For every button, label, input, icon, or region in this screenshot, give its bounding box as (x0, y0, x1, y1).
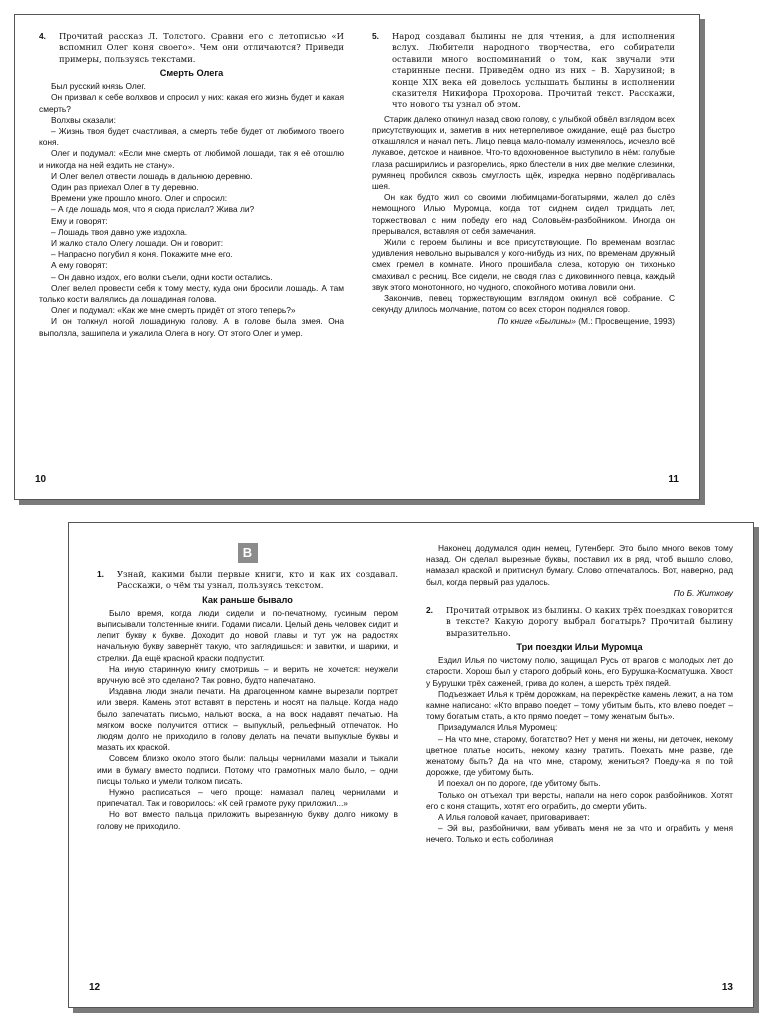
paragraph: Было время, когда люди сидели и по-печатному, гусиным пером выписывали толстенные книги. Годами писали. Целый день человек сидит и лепит букву к букве. Доходит до новой главы и тут уж на радостях начальную букву завернёт такую, что заглядишься: и завитки, и шарики, и стрелки. Да ещё красной краски подпустит. (97, 607, 398, 663)
paragraph: – На что мне, старому, богатство? Нет у меня ни жены, ни деточек, некому цветное платье носить, некому казну тратить. Поехать мне разве, где женатому быть? Да на что мне, старому, жениться? Поеду-ка я по той дорожке, где убитому быть. (426, 733, 733, 778)
paragraph: И Олег велел отвести лошадь в дальнюю деревню. (51, 170, 253, 181)
story-body (426, 655, 733, 845)
paragraph: – Напрасно погубил я коня. Покажите мне его. (51, 249, 233, 260)
paragraph: – Жизнь твоя будет счастливая, а смерть тебе будет от любимого твоего коня. (39, 126, 344, 148)
story-body (39, 81, 344, 339)
story-title: Три поездки Ильи Муромца (516, 642, 643, 653)
text-body (372, 114, 675, 316)
page-11 (358, 15, 701, 499)
source-book: По книге «Былины» (497, 315, 576, 326)
page-number: 13 (721, 982, 733, 993)
paragraph: – Лошадь твоя давно уже издохла. (51, 226, 188, 237)
intro-body (426, 543, 733, 588)
paragraph: Ездил Илья по чистому полю, защищал Русь от врагов с молодых лет до старости. Хорош был у старого добрый конь, его Бурушка-Косматушка. Хвост у Бурушки трёх саженей, грива до колен, а шерсть трёх пядей. (426, 655, 733, 688)
page-12 (69, 523, 412, 1007)
paragraph: А Илья головой качает, приговаривает: (438, 812, 590, 823)
paragraph: Наконец додумался один немец, Гутенберг. Это было много веков тому назад. Он сделал вырезные буквы, поставил их в ряд, чтоб вышло слово, намазал краской и притиснул бумагу. Слово отпечаталось. Вот, наверно, рад был, когда первый раз удалось. (426, 543, 733, 587)
paragraph: И жалко стало Олегу лошади. Он и говорит: (51, 238, 224, 249)
task-number: 5. (372, 31, 379, 41)
page-number: 12 (89, 982, 101, 993)
paragraph: Он как будто жил со своими любимцами-богатырями, жалел до слёз немощного Илью Муромца, когда тот сиднем сидел тридцать лет, торжествовал с ним победу его над Соловьём-разбойником. Иногда он прерывался, вставляя от себя замечания. (372, 192, 675, 236)
task-text: Прочитай рассказ Л. Толстого. Сравни его с летописью «И вспомнил Олег коня своего». Чем они отличаются? Приведи примеры, пользуясь текстами. (59, 31, 344, 64)
paragraph: Подъезжает Илья к трём дорожкам, на перекрёстке камень лежит, а на том камне написано: «Кто вправо поедет – тому убитым быть, кто влево поедет – тому богатым стать, а кто прямо поедет – тому женатым быть». (426, 688, 733, 722)
page-10 (15, 15, 358, 499)
paragraph: И поехал он по дороге, где убитому быть. (438, 778, 601, 789)
page-number: 10 (35, 474, 47, 485)
task-text: Прочитай отрывок из былины. О каких трёх поездках говорится в тексте? Какую дорогу выбрал богатырь? Прочитай былину выразительно. (446, 605, 733, 638)
paragraph: Закончив, певец торжествующим взглядом окинул всё собрание. С секунду длилось молчание, потом со всех сторон поднялся говор. (372, 293, 675, 315)
task-text: Узнай, какими были первые книги, кто и как их создавал. Расскажи, о чём ты узнал, пользуясь текстом. (117, 569, 398, 591)
source-citation (372, 316, 675, 327)
paragraph: Один раз приехал Олег в ту деревню. (51, 182, 199, 193)
source-publisher: (М.: Просвещение, 1993) (575, 315, 675, 326)
paragraph: Олег и подумал: «Как же мне смерть придёт от этого теперь?» (51, 305, 296, 316)
story-title: Смерть Олега (159, 68, 224, 79)
task-5 (372, 31, 675, 111)
paragraph: – Он давно издох, его волки съели, одни кости остались. (51, 271, 273, 282)
page-spread-top (14, 14, 700, 500)
paragraph: Времени уже прошло много. Олег и спросил: (51, 193, 228, 204)
task-1 (97, 569, 398, 592)
task-2 (426, 605, 733, 639)
paragraph: Олег и подумал: «Если мне смерть от любимой лошади, так я её отошлю и никогда на ней ездить не стану». (39, 148, 344, 170)
paragraph: – А где лошадь моя, что я сюда прислал? Жива ли? (51, 204, 255, 215)
paragraph: И он толкнул ногой лошадиную голову. А в голове была змея. Она выползла, зашипела и ужалила Олега в ногу. От этого Олег и умер. (39, 316, 344, 338)
page-13 (412, 523, 755, 1007)
paragraph: Только он отъехал три версты, напали на него сорок разбойников. Хотят его с коня стащить, хотят его ограбить, до смерти убить. (426, 789, 733, 811)
paragraph: Издавна люди знали печати. На драгоценном камне вырезали портрет или зверя. Камень этот вставят в перстень и носят на пальце. Когда надо было запечатать письмо, нальют воска, а на воск надавят печатью. На мягком воске получится оттиск – выпуклый, рельефный отпечаток. Но людям долго не приходило в голову делать на печати выпуклые буквы и мазать их краской. (97, 686, 398, 753)
paragraph: Волхвы сказали: (51, 114, 116, 125)
paragraph: Но вот вместо пальца приложить вырезанную букву долго никому в голову не приходило. (97, 809, 398, 831)
paragraph: Нужно расписаться – чего проще: намазал палец чернилами и припечатал. Так и говорилось: «К сей грамоте руку приложил...» (97, 787, 398, 809)
page-spread-bottom (68, 522, 754, 1008)
paragraph: А ему говорят: (51, 260, 108, 271)
paragraph: – Эй вы, разбойнички, вам убивать меня не за что и ограбить у меня нечего. Только и есть соболиная (426, 823, 733, 845)
task-number: 2. (426, 605, 433, 616)
source-citation: По Б. Житкову (673, 587, 733, 598)
paragraph: Старик далеко откинул назад свою голову, с улыбкой обвёл взглядом всех присутствующих и, заметив в них нетерпеливое ожидание, ещё раз быстро откашлялся и начал петь. Лицо певца мало-помалу изменялось, исчезло всё лукавое, детское и наивное. Что-то вдохновенное выступило в нём: голубые глаза расширились и разгорелись, ярко блестели в них две мелкие слезинки, румянец пробился сквозь смуглость щёк, изредка нервно подёргивалась шея. (372, 113, 675, 192)
paragraph: Олег велел провести себя к тому месту, куда они бросили лошадь. А там только кости валялись да лошадиная голова. (39, 282, 344, 305)
paragraph: На иную старинную книгу смотришь – и верить не хочется: неужели вручную всё это сделано? Так ровно, будто напечатано. (97, 663, 398, 686)
paragraph: Совсем близко около этого были: пальцы чернилами мазали и тыкали ими в бумагу вместо подписи. Потому что грамотных мало было, – одни писцы только и умели толком писать. (97, 753, 398, 786)
task-number: 1. (97, 569, 104, 579)
page-number: 11 (668, 474, 679, 485)
story-title: Как раньше бывало (202, 594, 293, 605)
story-body (97, 608, 398, 832)
section-badge: В (238, 543, 258, 563)
paragraph: Был русский князь Олег. (51, 81, 146, 92)
paragraph: Ему и говорят: (51, 215, 108, 226)
paragraph: Призадумался Илья Муромец: (438, 722, 558, 733)
task-number: 4. (39, 31, 46, 41)
paragraph: Жили с героем былины и все присутствующие. По временам возглас удивления невольно вырывался у кого-нибудь из них, по временам дружный смех гремел в комнате. Иного прошибала слеза, которую он тихонько смахивал с ресниц. Все сидели, не сводя глаз с диковинного певца, каждый звук этого монотонного, но чудного, спокойного мотива ловили они. (372, 237, 675, 292)
paragraph: Он призвал к себе волхвов и спросил у них: какая его жизнь будет и какая смерть? (39, 92, 344, 114)
task-4 (39, 31, 344, 65)
task-text: Народ создавал былины не для чтения, а для исполнения вслух. Любители народного творчества, его собиратели оставили много воспоминаний о том, как звучали эти старинные песни. Приведём одно из них – В. Харузиной; в конце XIX века ей довелось услышать былины в исполнении сказителя Никифора Прохорова. Прочитай текст. Расскажи, что нового ты узнал об этом. (392, 31, 675, 110)
